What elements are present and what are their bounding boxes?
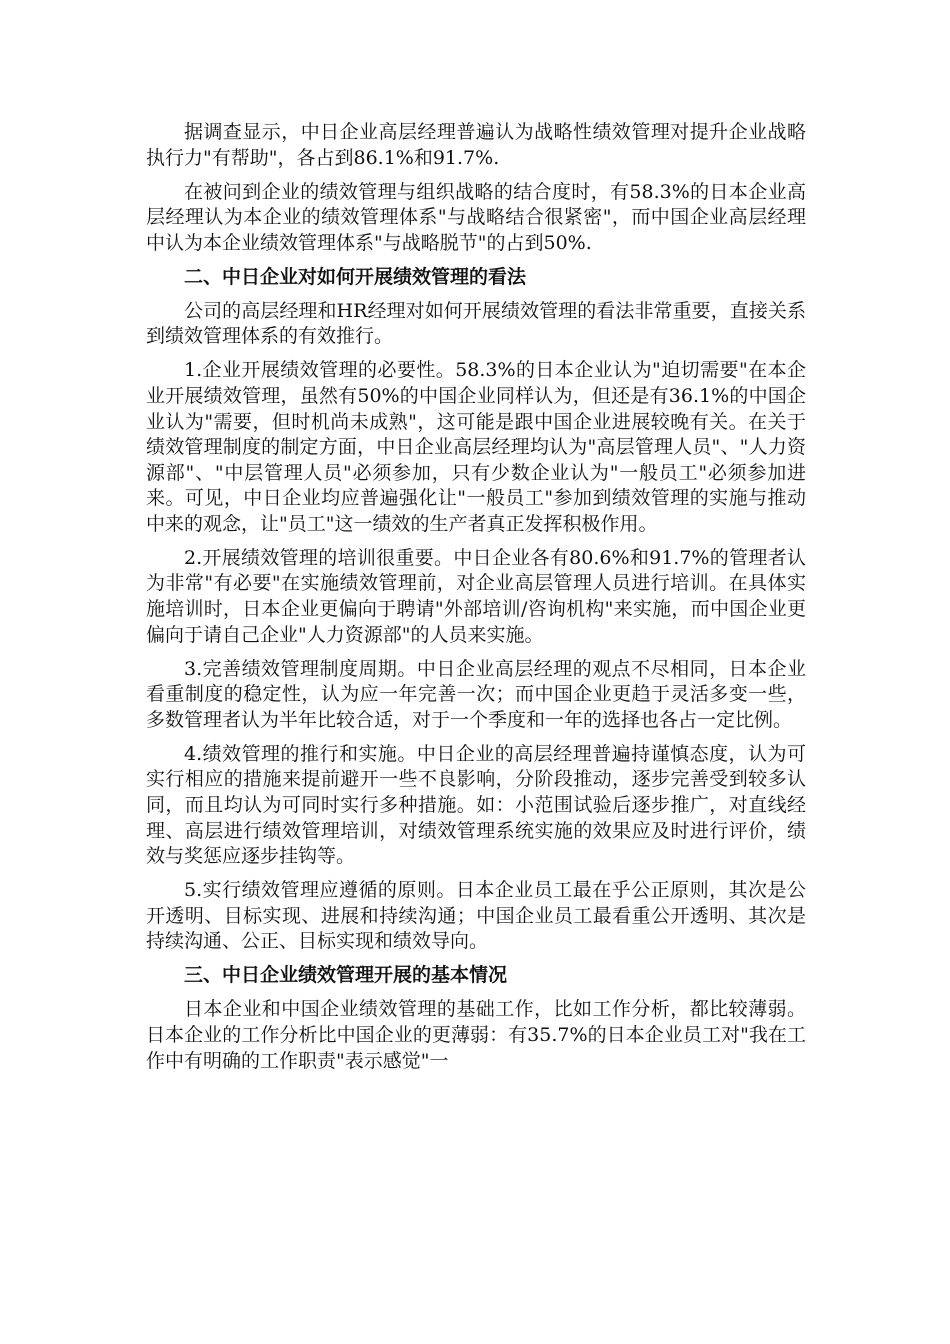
section-heading-3: 三、中日企业绩效管理开展的基本情况 xyxy=(184,964,508,987)
paragraph-point-3: 3.完善绩效管理制度周期。中日企业高层经理的观点不尽相同，日本企业看重制度的稳定性，认为应一年完善一次；而中国企业更趋于灵活多变一些，多数管理者认为半年比较合适，对于一个季度和一年的选择也各占一定比例。 xyxy=(146,657,806,731)
paragraph-point-4: 4.绩效管理的推行和实施。中日企业的高层经理普遍持谨慎态度，认为可实行相应的措施来提前避开一些不良影响，分阶段推动，逐步完善受到较多认同，而且均认为可同时实行多种措施。如：小范围试验后逐步推广，对直线经理、高层进行绩效管理培训，对绩效管理系统实施的效果应及时进行评价，绩效与奖惩应逐步挂钩等。 xyxy=(146,742,806,868)
document-page xyxy=(146,120,806,1082)
paragraph-point-5: 5.实行绩效管理应遵循的原则。日本企业员工最在乎公正原则，其次是公开透明、目标实现、进展和持续沟通；中国企业员工最看重公开透明、其次是持续沟通、公正、目标实现和绩效导向。 xyxy=(146,879,806,953)
paragraph-basic-situation: 日本企业和中国企业绩效管理的基础工作，比如工作分析，都比较薄弱。日本企业的工作分析比中国企业的更薄弱：有35.7%的日本企业员工对"我在工作中有明确的工作职责"表示感觉"一 xyxy=(146,998,806,1072)
paragraph-point-1: 1.企业开展绩效管理的必要性。58.3%的日本企业认为"迫切需要"在本企业开展绩效管理，虽然有50%的中国企业同样认为，但还是有36.1%的中国企业认为"需要，但时机尚未成熟"，这可能是跟中国企业进展较晚有关。在关于绩效管理制度的制定方面，中日企业高层经理均认为"高层管理人员"、"人力资源部"、"中层管理人员"必须参加，只有少数企业认为"一般员工"必须参加进来。可见，中日企业均应普遍强化让"一般员工"参加到绩效管理的实施与推动中来的观念，让"员工"这一绩效的生产者真正发挥积极作用。 xyxy=(146,359,806,535)
paragraph-survey-result: 据调查显示，中日企业高层经理普遍认为战略性绩效管理对提升企业战略执行力"有帮助"，各占到86.1%和91.7%. xyxy=(146,121,806,169)
paragraph-strategy-fit: 在被问到企业的绩效管理与组织战略的结合度时，有58.3%的日本企业高层经理认为本企业的绩效管理体系"与战略结合很紧密"，而中国企业高层经理中认为本企业绩效管理体系"与战略脱节"的占到50%. xyxy=(146,180,806,254)
section-heading-2: 二、中日企业对如何开展绩效管理的看法 xyxy=(184,265,527,288)
paragraph-views-intro: 公司的高层经理和HR经理对如何开展绩效管理的看法非常重要，直接关系到绩效管理体系的有效推行。 xyxy=(146,299,806,348)
paragraph-point-2: 2.开展绩效管理的培训很重要。中日企业各有80.6%和91.7%的管理者认为非常"有必要"在实施绩效管理前，对企业高层管理人员进行培训。在具体实施培训时，日本企业更偏向于聘请"外部培训/咨询机构"来实施，而中国企业更偏向于请自己企业"人力资源部"的人员来实施。 xyxy=(146,546,806,646)
